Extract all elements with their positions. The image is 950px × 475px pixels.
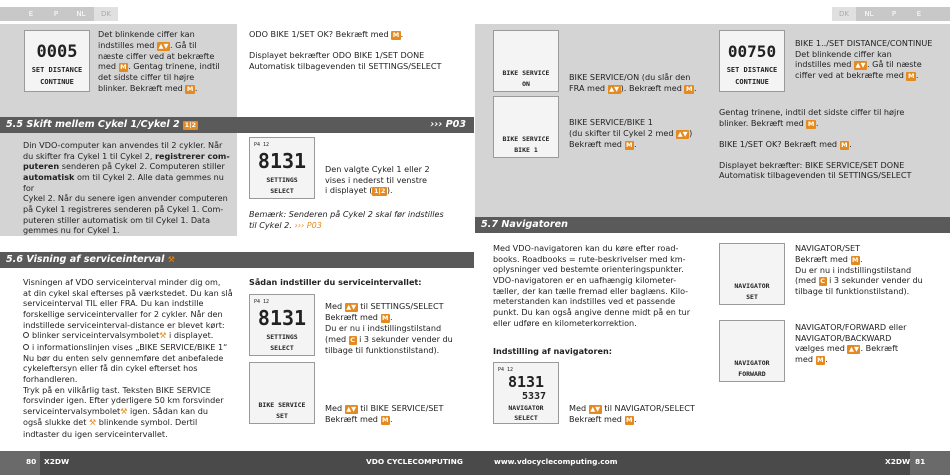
step-navigator-set: NAVIGATOR/SET Bekræft med M . Du er nu i indstillingstilstand (med C i 3 sekunder vender du tilbage til funktionstilstand).	[795, 243, 923, 297]
bullet-icon	[23, 344, 29, 350]
svg-text:BIKE 1: BIKE 1	[514, 146, 538, 154]
language-bar	[0, 0, 950, 24]
step-bike-service-bike1: BIKE SERVICE/BIKE 1 (du skifter til Cykel 2 med ▲▼ ) Bekræft med M .	[569, 117, 693, 149]
up-down-button-icon: ▲▼	[346, 405, 357, 413]
section-5-5-header: 5.5 Skift mellem Cykel 1/Cykel 2 1|2 ››› P03	[0, 117, 474, 133]
model-left: X2DW	[44, 457, 70, 466]
svg-text:8131: 8131	[257, 149, 307, 173]
svg-text:NAVIGATOR: NAVIGATOR	[508, 404, 544, 412]
svg-text:P4 12: P4 12	[498, 367, 514, 373]
lcd-settings-select-2	[249, 294, 315, 356]
svg-text:SET: SET	[276, 412, 288, 420]
m-button-icon: M	[382, 416, 389, 424]
svg-text:SET: SET	[746, 293, 758, 301]
svg-text:SELECT: SELECT	[270, 187, 294, 195]
m-button-icon: M	[807, 119, 815, 128]
m-button-icon: M	[907, 72, 915, 81]
svg-text:8131: 8131	[507, 373, 545, 391]
lcd-navigator-forward	[719, 320, 785, 382]
bike-button-icon: 1|2	[184, 121, 196, 129]
s56-step1: Med ▲▼ til SETTINGS/SELECT Bekræft med M . Du er nu i indstillingstilstand (med C i 3 sekunder vender du tilbage til funktionstilstand).	[325, 301, 453, 355]
lcd-bike-service-set	[249, 362, 315, 424]
m-button-icon: M	[852, 255, 859, 264]
svg-text:SET DISTANCE: SET DISTANCE	[726, 66, 778, 74]
page-number-right: 81	[915, 457, 926, 466]
section-5-6-header: 5.6 Visning af serviceinterval ⚒	[0, 252, 474, 268]
lang-tab-e-right[interactable]: E	[916, 10, 922, 18]
up-down-button-icon: ▲▼	[855, 61, 866, 70]
lang-tab-dk[interactable]: DK	[101, 10, 111, 18]
svg-text:NAVIGATOR: NAVIGATOR	[734, 359, 770, 367]
svg-text:P4 12: P4 12	[254, 299, 270, 305]
svg-text:00750: 00750	[727, 42, 777, 61]
m-button-icon: M	[685, 84, 693, 93]
lcd-set-distance	[24, 30, 90, 92]
wrench-icon: ⚒	[88, 418, 97, 428]
step-set-distance: BIKE 1../SET DISTANCE/CONTINUE Det blinkende ciffer kan indstilles med ▲▼ . Gå til næste ciffer ved at bekræfte med M .	[795, 38, 933, 81]
svg-text:ON: ON	[522, 80, 530, 88]
section-ref: ››› P03	[430, 119, 466, 130]
svg-text:SELECT: SELECT	[270, 344, 294, 352]
up-down-button-icon: ▲▼	[848, 345, 859, 354]
lang-tab-p[interactable]: P	[53, 10, 59, 18]
up-down-button-icon: ▲▼	[346, 303, 357, 311]
c-button-icon: C	[350, 335, 356, 344]
lang-tab-p-right[interactable]: P	[891, 10, 897, 18]
svg-text:SET DISTANCE: SET DISTANCE	[31, 66, 83, 74]
lcd-navigator-set	[719, 243, 785, 305]
s56-step2: Med ▲▼ til BIKE SERVICE/SET Bekræft med M .	[325, 403, 444, 424]
bike-button-icon: 1|2	[373, 187, 386, 196]
wrench-icon: ⚒	[159, 331, 167, 341]
s57-heading: Indstilling af navigatoren:	[493, 346, 612, 356]
top-mid-instructions: ODO BIKE 1/SET OK? Bekræft med M . Displayet bekræfter ODO BIKE 1/SET DONE Automatisk tilbagevenden til SETTINGS/SELECT	[249, 29, 442, 71]
m-button-icon: M	[392, 31, 400, 39]
svg-text:BIKE SERVICE: BIKE SERVICE	[258, 401, 306, 409]
s57-body: Med VDO-navigatoren kan du køre efter road- books. Roadbooks = rute-beskrivelser med km- oplysninger ved bestemte orienteringspunkter. VDO-navigatoren er en uafhængig kilometer- tæller, der kan tælle fremad eller baglæns. Kilo- meterstanden kan indstilles ved et passende punkt. Du kan også angive denne midt på en tur eller udføre en kilometerkorrektion.	[493, 243, 691, 328]
footer-url[interactable]: www.vdocyclecomputing.com	[494, 457, 618, 466]
brand-left: VDO CYCLECOMPUTING	[366, 457, 463, 466]
s56-body: Visningen af VDO serviceinterval minder dig om, at din cykel skal efterses på værkstedet. Du kan slå serviceinterval TIL eller FRA. Du kan indstille forskellige serviceintervaller for 2 cykler. Når den indstillede serviceinterval-distance er blevet kørt: blinker serviceintervalsymbolet⚒ i displayet. i informationslinjen vises „BIKE SERVICE/BIKE 1“ Nu bør du enten selv gennemføre det anbefalede cykeleftersyn eller få din cykel efterset hos forhandleren. Tryk på en vilkårlig tast. Teksten BIKE SERVICE forsvinder igen. Efter yderligere 50 km forsvinder serviceintervalsymbolet⚒ igen. Sådan kan du også slukke det ⚒ blinkende symbol. Dertil indtaster du igen serviceintervallet.	[23, 277, 233, 440]
m-button-icon: M	[626, 416, 633, 424]
top-left-instructions: Det blinkende ciffer kan indstilles med ▲▼ . Gå til næste ciffer ved at bekræfte med M . Gentag trinene, indtil det sidste ciffer til højre blinker. Bekræft med M .	[98, 29, 220, 94]
svg-text:SETTINGS: SETTINGS	[266, 176, 298, 184]
svg-text:BIKE SERVICE: BIKE SERVICE	[502, 135, 550, 143]
up-down-button-icon: ▲▼	[158, 41, 169, 50]
lcd-bike-service-on	[493, 30, 559, 92]
svg-text:SETTINGS: SETTINGS	[266, 333, 298, 341]
lcd-bike-service-bike1	[493, 96, 559, 158]
lang-tab-e[interactable]: E	[28, 10, 34, 18]
page-number-left: 80	[26, 457, 37, 466]
step-set-done: Gentag trinene, indtil det sidste ciffer til højre blinker. Bekræft med M . BIKE 1/SET OK? Bekræft med M . Displayet bekræfter: BIKE SERVICE/SET DONE Automatisk tilbagevenden til SETTINGS/SELECT	[719, 107, 912, 181]
svg-text:NAVIGATOR: NAVIGATOR	[734, 282, 770, 290]
lang-tab-nl-right[interactable]: NL	[864, 10, 874, 18]
svg-text:CONTINUE: CONTINUE	[735, 78, 769, 86]
m-button-icon: M	[817, 356, 824, 365]
up-down-button-icon: ▲▼	[677, 129, 688, 138]
m-button-icon: M	[120, 63, 127, 72]
lcd-set-distance-750	[719, 30, 785, 92]
model-right: X2DW	[885, 457, 911, 466]
m-button-icon: M	[841, 140, 848, 149]
svg-text:P4 12: P4 12	[254, 142, 270, 148]
ref-link[interactable]: ››› P03	[294, 219, 322, 230]
section-5-7-header: 5.7 Navigatoren	[475, 217, 950, 233]
lang-tab-nl[interactable]: NL	[76, 10, 86, 18]
wrench-icon: ⚒	[120, 406, 128, 416]
lcd-digits: 0005	[36, 42, 78, 62]
bullet-icon	[23, 332, 29, 338]
svg-text:SELECT: SELECT	[514, 414, 538, 422]
step-navigator-select: Med ▲▼ til NAVIGATOR/SELECT Bekræft med M .	[569, 403, 695, 424]
m-button-icon: M	[186, 85, 194, 94]
svg-text:5337: 5337	[521, 391, 547, 402]
lang-tab-dk-right[interactable]: DK	[839, 10, 849, 18]
svg-text:CONTINUE: CONTINUE	[40, 78, 74, 86]
step-bike-service-on: BIKE SERVICE/ON (du slår den FRA med ▲▼ ). Bekræft med M .	[569, 72, 697, 93]
m-button-icon: M	[382, 314, 389, 322]
s56-heading: Sådan indstiller du serviceintervallet:	[249, 277, 422, 287]
svg-text:8131: 8131	[257, 306, 307, 330]
lcd-settings-select	[249, 137, 315, 199]
svg-text:FORWARD: FORWARD	[738, 370, 766, 378]
s55-body: Din VDO-computer kan anvendes til 2 cykler. Når du skifter fra Cykel 1 til Cykel 2, registrerer com- puteren senderen på Cykel 2. Computeren stiller automatisk om til Cykel 2. Alle data gemmes nu for Cykel 2. Når du senere igen anvender computeren på Cykel 1 registreres senderen på Cykel 1. Com- puteren stiller automatisk om til Cykel 1. Data gemmes nu for Cykel 1.	[23, 140, 230, 236]
lcd-navigator-select	[493, 362, 559, 424]
m-button-icon: M	[626, 140, 633, 149]
wrench-icon: ⚒	[167, 255, 175, 264]
step-navigator-forward: NAVIGATOR/FORWARD eller NAVIGATOR/BACKWARD vælges med ▲▼ . Bekræft med M .	[795, 322, 907, 365]
s55-note: Bemærk: Senderen på Cykel 2 skal før indstilles til Cykel 2. ››› P03	[249, 209, 444, 230]
svg-text:BIKE SERVICE: BIKE SERVICE	[502, 69, 550, 77]
up-down-button-icon: ▲▼	[590, 405, 601, 413]
up-down-button-icon: ▲▼	[609, 84, 620, 93]
footer-bar	[0, 451, 950, 475]
s55-right-text: Den valgte Cykel 1 eller 2 vises i nederst til venstre i displayet ( 1|2 ).	[325, 164, 430, 196]
c-button-icon: C	[820, 277, 826, 286]
